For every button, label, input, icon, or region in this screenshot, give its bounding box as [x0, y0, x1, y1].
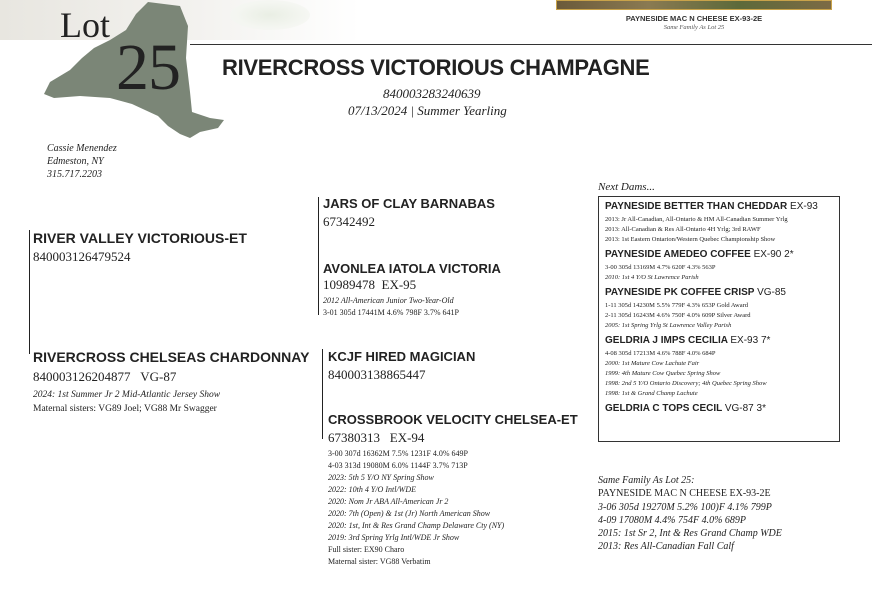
paternal-grandsire-name: JARS OF CLAY BARNABAS: [323, 196, 495, 211]
dam-number: 840003126204877: [33, 369, 131, 384]
record-line: 3-00 307d 16362M 7.5% 1231F 4.0% 649P: [328, 449, 469, 458]
photo-subcaption: Same Family As Lot 25: [663, 24, 725, 31]
paternal-granddam-name: AVONLEA IATOLA VICTORIA: [323, 261, 501, 276]
paternal-granddam-record: 3-01 305d 17441M 4.6% 798F 3.7% 641P: [323, 308, 460, 317]
same-family-line: 2015: 1st Sr 2, Int & Res Grand Champ WDE: [598, 528, 782, 539]
same-family-line: 2013: Res All-Canadian Fall Calf: [598, 541, 734, 552]
maternal-grandsire-name: KCJF HIRED MAGICIAN: [328, 349, 476, 364]
birthdate-class: 07/13/2024 | Summer Yearling: [348, 103, 507, 118]
maternal-granddam-number: 67380313: [328, 430, 380, 445]
animal-title: RIVERCROSS VICTORIOUS CHAMPAGNE: [222, 55, 650, 80]
sire-number: 840003126479524: [33, 249, 131, 264]
same-family-label: Same Family As Lot 25:: [598, 475, 695, 486]
next-dams-box: [598, 196, 840, 442]
next-dam-name: PAYNESIDE BETTER THAN CHEDDAR EX-93: [605, 201, 818, 212]
dam-maternal-sisters: Maternal sisters: VG89 Joel; VG88 Mr Swagger: [33, 404, 217, 414]
paternal-bracket: [318, 197, 319, 315]
sire-name: RIVER VALLEY VICTORIOUS-ET: [33, 230, 247, 246]
next-dam-line: 2000: 1st Mature Cow Lachute Fair: [605, 360, 700, 367]
next-dam-line: 2-11 305d 16243M 4.6% 750F 4.0% 609P Silver Award: [605, 312, 751, 319]
award-line: 2020: Nom Jr ABA All-American Jr 2: [328, 497, 449, 506]
next-dam-line: 2005: 1st Spring Yrlg St Lawrence Valley Parish: [605, 322, 732, 329]
flower-decoration: [230, 0, 310, 30]
next-dam-name: GELDRIA C TOPS CECIL VG-87 3*: [605, 403, 766, 414]
award-line: 2022: 10th 4 Y/O Intl/WDE: [328, 485, 416, 494]
consignor-name: Cassie Menendez: [47, 143, 117, 154]
paternal-granddam-class: EX-95: [381, 277, 417, 292]
award-line: 2023: 5th 5 Y/O NY Spring Show: [328, 473, 434, 482]
dam-award: 2024: 1st Summer Jr 2 Mid-Atlantic Jersey Show: [33, 390, 221, 400]
next-dam-line: 1998: 2nd 5 Y/O Ontario Discovery; 4th Quebec Spring Show: [605, 380, 767, 387]
paternal-grandsire-number: 67342492: [323, 214, 375, 229]
maternal-granddam-details: [328, 448, 504, 568]
consignor-location: Edmeston, NY: [47, 156, 104, 167]
note-line: Full sister: EX90 Charo: [328, 545, 405, 554]
next-dams-label: Next Dams...: [598, 181, 655, 193]
same-family-line: 3-06 305d 19270M 5.2% 100)F 4.1% 799P: [598, 502, 772, 513]
lot-label: Lot: [60, 5, 110, 45]
maternal-bracket: [322, 349, 323, 439]
next-dam-line: 1999: 4th Mature Cow Quebec Spring Show: [605, 370, 721, 377]
maternal-granddam-name: CROSSBROOK VELOCITY CHELSEA-ET: [328, 412, 578, 427]
award-line: 2020: 7th (Open) & 1st (Jr) North American Show: [328, 509, 491, 518]
maternal-grandsire-number: 840003138865447: [328, 367, 426, 382]
next-dam-line: 2013: Jr All-Canadian, All-Ontario & HM All-Canadian Summer Yrlg: [605, 216, 788, 223]
next-dam-line: 4-08 305d 17213M 4.6% 788F 4.0% 684P: [605, 350, 716, 357]
cow-photo: [556, 0, 832, 10]
next-dam-line: 3-00 305d 13169M 4.7% 620F 4.3% 563P: [605, 264, 716, 271]
lot-number: 25: [116, 31, 180, 104]
next-dam-name: PAYNESIDE AMEDEO COFFEE EX-90 2*: [605, 249, 794, 260]
paternal-granddam-award: 2012 All-American Junior Two-Year-Old: [323, 296, 454, 305]
next-dam-line: 2013: 1st Eastern Ontarion/Western Quebec Championship Show: [605, 236, 776, 243]
next-dam-line: 2013: All-Canadian & Res All-Ontario 4H Yrlg; 3rd RAWF: [605, 226, 761, 233]
dam-name: RIVERCROSS CHELSEAS CHARDONNAY: [33, 349, 310, 365]
maternal-granddam-class: EX-94: [389, 430, 425, 445]
next-dam-line: 1-11 305d 14230M 5.5% 779F 4.3% 653P Gold Award: [605, 302, 749, 309]
award-line: 2020: 1st, Int & Res Grand Champ Delaware Cty (NY): [328, 521, 505, 530]
next-dam-line: 1998: 1st & Grand Champ Lachute: [605, 390, 698, 397]
header-divider: [190, 44, 872, 45]
same-family-line: 4-09 17080M 4.4% 754F 4.0% 689P: [598, 515, 747, 526]
next-dam-name: GELDRIA J IMPS CECILIA EX-93 7*: [605, 335, 771, 346]
same-family-name: PAYNESIDE MAC N CHEESE EX-93-2E: [598, 488, 771, 499]
registration-number: 840003283240639: [383, 86, 481, 101]
next-dam-line: 2010: 1st 4 Y/O St Lawrence Parish: [605, 274, 699, 281]
photo-caption: PAYNESIDE MAC N CHEESE EX-93-2E: [625, 14, 763, 23]
paternal-granddam-number: 10989478: [323, 277, 375, 292]
next-dam-name: PAYNESIDE PK COFFEE CRISP VG-85: [605, 287, 786, 298]
award-line: 2019: 3rd Spring Yrlg Intl/WDE Jr Show: [328, 533, 460, 542]
record-line: 4-03 313d 19080M 6.0% 1144F 3.7% 713P: [328, 461, 468, 470]
dam-class: VG-87: [140, 369, 177, 384]
note-line: Maternal sister: VG88 Verbatim: [328, 557, 431, 566]
consignor-phone: 315.717.2203: [47, 169, 102, 180]
sire-bracket: [29, 230, 30, 354]
